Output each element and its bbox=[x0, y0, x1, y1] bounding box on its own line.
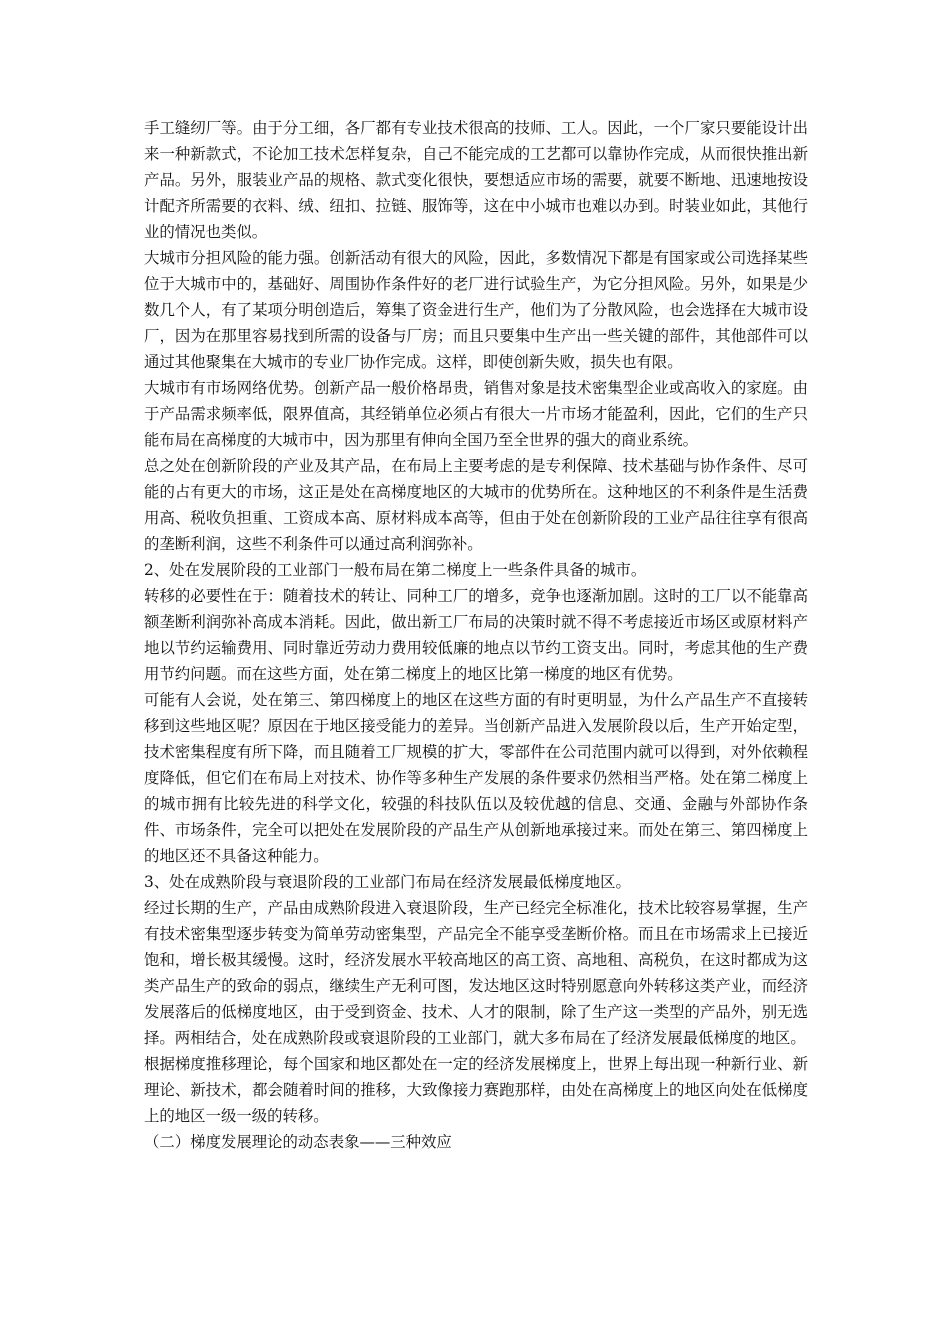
paragraph-garment-industry: 手工缝纫厂等。由于分工细，各厂都有专业技术很高的技师、工人。因此，一个厂家只要能设计出来一种新款式，不论加工技术怎样复杂，自己不能完成的工艺都可以靠协作完成，从而很快推出新产品。另外，服装业产品的规格、款式变化很快，要想适应市场的需要，就要不断地、迅速地按设计配齐所需要的衣料、绒、纽扣、拉链、服饰等，这在中小城市也难以办到。时装业如此，其他行业的情况也类似。 bbox=[144, 119, 808, 241]
heading-development-stage: 2、处在发展阶段的工业部门一般布局在第二梯度上一些条件具备的城市。 bbox=[144, 561, 647, 579]
paragraph-market-network: 大城市有市场网络优势。创新产品一般价格昂贵，销售对象是技术密集型企业或高收入的家庭。由于产品需求频率低，限界值高，其经销单位必须占有很大一片市场才能盈利，因此，它们的生产只能布局在高梯度的大城市中，因为那里有伸向全国乃至全世界的强大的商业系统。 bbox=[144, 379, 808, 449]
section-heading-three-effects: （二）梯度发展理论的动态表象——三种效应 bbox=[144, 1133, 452, 1151]
heading-mature-stage: 3、处在成熟阶段与衰退阶段的工业部门布局在经济发展最低梯度地区。 bbox=[144, 873, 631, 891]
document-body bbox=[144, 115, 808, 1155]
paragraph-innovation-summary: 总之处在创新阶段的产业及其产品，在布局上主要考虑的是专利保障、技术基础与协作条件、尽可能的占有更大的市场，这正是处在高梯度地区的大城市的优势所在。这种地区的不利条件是生活费用高、税收负担重、工资成本高、原材料成本高等，但由于处在创新阶段的工业产品往往享有很高的垄断利润，这些不利条件可以通过高利润弥补。 bbox=[144, 457, 808, 553]
paragraph-gradient-theory: 根据梯度推移理论，每个国家和地区都处在一定的经济发展梯度上，世界上每出现一种新行业、新理论、新技术，都会随着时间的推移，大致像接力赛跑那样，由处在高梯度上的地区向处在低梯度上的地区一级一级的转移。 bbox=[144, 1055, 808, 1125]
paragraph-decline-stage: 经过长期的生产，产品由成熟阶段进入衰退阶段，生产已经完全标准化，技术比较容易掌握，生产有技术密集型逐步转变为简单劳动密集型，产品完全不能享受垄断价格。而且在市场需求上已接近饱和，增长极其缓慢。这时，经济发展水平较高地区的高工资、高地租、高税负，在这时都成为这类产品生产的致命的弱点，继续生产无利可图，发达地区这时特别愿意向外转移这类产业，而经济发展落后的低梯度地区，由于受到资金、技术、人才的限制，除了生产这一类型的产品外，别无选择。两相结合，处在成熟阶段或衰退阶段的工业部门，就大多布局在了经济发展最低梯度的地区。 bbox=[144, 899, 808, 1047]
paragraph-risk-sharing: 大城市分担风险的能力强。创新活动有很大的风险，因此，多数情况下都是有国家或公司选择某些位于大城市中的，基础好、周围协作条件好的老厂进行试验生产，为它分担风险。另外，如果是少数几个人，有了某项分明创造后，筹集了资金进行生产，他们为了分散风险，也会选择在大城市设厂，因为在那里容易找到所需的设备与厂房；而且只要集中生产出一些关键的部件，其他部件可以通过其他聚集在大城市的专业厂协作完成。这样，即使创新失败，损失也有限。 bbox=[144, 249, 808, 371]
paragraph-transfer-necessity: 转移的必要性在于：随着技术的转让、同种工厂的增多，竞争也逐渐加剧。这时的工厂以不能靠高额垄断利润弥补高成本消耗。因此，做出新工厂布局的决策时就不得不考虑接近市场区或原材料产地以节约运输费用、同时靠近劳动力费用较低廉的地点以节约工资支出。同时，考虑其他的生产费用节约问题。而在这些方面，处在第二梯度上的地区比第一梯度的地区有优势。 bbox=[144, 587, 808, 683]
paragraph-receiving-capacity: 可能有人会说，处在第三、第四梯度上的地区在这些方面的有时更明显，为什么产品生产不直接转移到这些地区呢？原因在于地区接受能力的差异。当创新产品进入发展阶段以后，生产开始定型，技术密集程度有所下降，而且随着工厂规模的扩大，零部件在公司范围内就可以得到，对外依赖程度降低，但它们在布局上对技术、协作等多种生产发展的条件要求仍然相当严格。处在第二梯度上的城市拥有比较先进的科学文化，较强的科技队伍以及较优越的信息、交通、金融与外部协作条件、市场条件，完全可以把处在发展阶段的产品生产从创新地承接过来。而处在第三、第四梯度上的地区还不具备这种能力。 bbox=[144, 691, 808, 865]
